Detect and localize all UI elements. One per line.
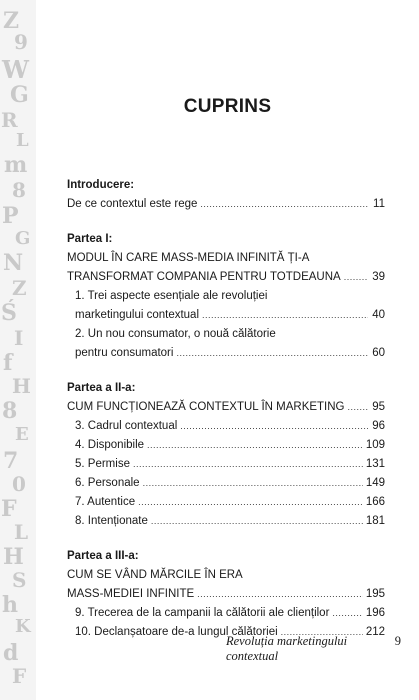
toc-entry-text: 6. Personale [75, 477, 140, 489]
part2-heading: Partea a II-a: [67, 382, 136, 394]
toc-entry-text: MASS-MEDIEI INFINITE [67, 588, 195, 600]
toc-page-number: 96 [372, 420, 385, 432]
toc-entry-text: TRANSFORMAT COMPANIA PENTRU TOTDEAUNA [67, 271, 341, 283]
toc-entry-text: 7. Autentice [75, 496, 136, 508]
dot-leader [176, 344, 368, 363]
dot-leader [344, 268, 368, 287]
toc-page-number: 39 [372, 271, 385, 283]
toc-entry-text: 4. Disponibile [75, 439, 145, 451]
toc-entry-chapter-7[interactable] [67, 493, 385, 512]
toc-entry-part2[interactable] [67, 398, 385, 417]
toc-entry-text: pentru consumatori [75, 347, 174, 359]
dot-leader [200, 195, 368, 214]
chapter-2-line1: 2. Un nou consumator, o nouă călătorie [75, 328, 276, 340]
toc-entry-text: CUM FUNCȚIONEAZĂ CONTEXTUL ÎN MARKETING [67, 401, 345, 413]
toc-entry-text: 9. Trecerea de la campanii la călătorii ale clienților [75, 607, 330, 619]
toc-entry-chapter-8[interactable] [67, 512, 385, 531]
toc-page-number: 166 [365, 496, 385, 508]
toc-entry-text: 5. Permise [75, 458, 130, 470]
decorative-letter-margin: Z 9 W G R L m 8 P G N Z Ś I f H 8 E 7 0 F L H S h K d F [0, 0, 36, 700]
page-number: 9 [394, 634, 401, 648]
toc-entry-chapter-2[interactable] [67, 344, 385, 363]
dot-leader [147, 436, 363, 455]
toc-entry-chapter-1[interactable] [67, 306, 385, 325]
toc-page-number: 11 [373, 198, 385, 210]
toc-page-number: 40 [372, 309, 385, 321]
intro-heading: Introducere: [67, 179, 135, 191]
toc-page-number: 149 [365, 477, 385, 489]
dot-leader [143, 474, 363, 493]
part3-title-line1: CUM SE VÂND MĂRCILE ÎN ERA [67, 569, 243, 581]
toc-entry-chapter-4[interactable] [67, 436, 385, 455]
toc-entry-part3[interactable] [67, 585, 385, 604]
toc-entry-chapter-6[interactable] [67, 474, 385, 493]
toc-page-number: 60 [372, 347, 385, 359]
dot-leader [138, 493, 363, 512]
part3-heading: Partea a III-a: [67, 550, 139, 562]
dot-leader [180, 417, 368, 436]
toc-entry-part1[interactable] [67, 268, 385, 287]
part1-title-line1: MODUL ÎN CARE MASS-MEDIA INFINITĂ ȚI-A [67, 252, 310, 264]
dot-leader [202, 306, 368, 325]
toc-page-number: 195 [365, 588, 385, 600]
dot-leader [332, 604, 362, 623]
running-footer [226, 634, 401, 664]
part1-heading: Partea I: [67, 233, 113, 245]
chapter-1-line1: 1. Trei aspecte esențiale ale revoluției [75, 290, 268, 302]
toc-entry-text: 8. Intenționate [75, 515, 148, 527]
toc-entry-text: 10. Declanșatoare de-a lungul călătoriei [75, 626, 278, 638]
table-of-contents [67, 176, 385, 642]
dot-leader [133, 455, 363, 474]
toc-entry-intro[interactable] [67, 195, 385, 214]
toc-page-number: 95 [372, 401, 385, 413]
toc-entry-text: De ce contextul este rege [67, 198, 198, 210]
dot-leader [151, 512, 363, 531]
toc-entry-chapter-5[interactable] [67, 455, 385, 474]
dot-leader [197, 585, 363, 604]
toc-entry-text: 3. Cadrul contextual [75, 420, 178, 432]
toc-entry-chapter-9[interactable] [67, 604, 385, 623]
toc-page-number: 131 [365, 458, 385, 470]
toc-page-number: 212 [365, 626, 385, 638]
toc-page-number: 109 [365, 439, 385, 451]
toc-page-number: 181 [365, 515, 385, 527]
toc-page-number: 196 [365, 607, 385, 619]
footer-book-title: Revoluția marketingului contextual [226, 634, 348, 663]
page-title: CUPRINS [183, 96, 272, 117]
dot-leader [348, 398, 369, 417]
toc-entry-chapter-3[interactable] [67, 417, 385, 436]
toc-entry-text: marketingului contextual [75, 309, 200, 321]
